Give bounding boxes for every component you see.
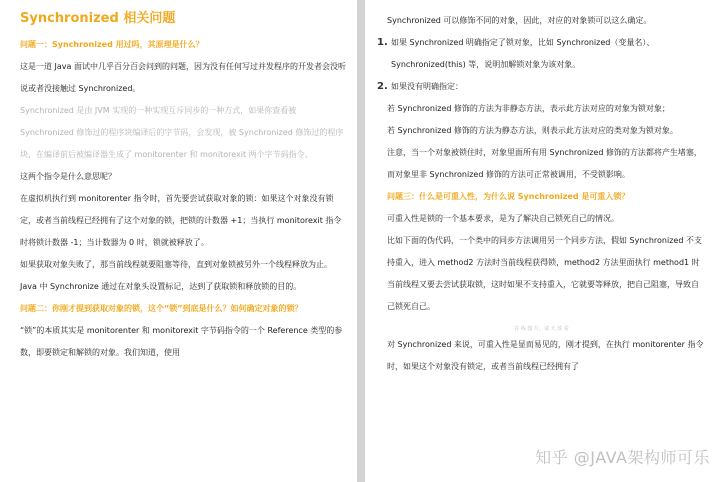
question-three: 问题三：什么是可重入性，为什么说 Synchronized 是可重入锁？ (387, 192, 630, 201)
paragraph: 这两个指令是什么意思呢？ (20, 172, 116, 181)
paragraph: 如果获取对象失败了，那当前线程就要阻塞等待，直到对象锁被另外一个线程释放为止。 (20, 260, 332, 269)
page-title: Synchronized 相关问题 (20, 11, 176, 26)
list-item-text: 如果没有明确指定： (391, 82, 463, 91)
paragraph: 可重入性是锁的一个基本要求，是为了解决自己锁死自己的情况。 (387, 214, 619, 223)
left-page (0, 0, 357, 482)
question-two: 问题二：你刚才提到获取对象的锁，这个“锁”到底是什么？如何确定对象的锁？ (20, 304, 303, 313)
question-one: 问题一：Synchronized 用过吗，其原理是什么？ (20, 40, 204, 49)
paragraph: 在虚拟机执行到 monitorenter 指令时，首先要尝试获取对象的锁：如果这个对象没有锁定，或者当前线程已经拥有了这个对象的锁，把锁的计数器 +1；当执行 monitorexit 指令时将锁计数器 -1；当计数器为 0 时，锁就被释放了。 (20, 194, 342, 247)
list-number: 2. (377, 81, 388, 92)
list-item (377, 76, 706, 98)
paragraph: Java 中 Synchronize 通过在对象头设置标记，达到了获取锁和释放锁的目的。 (20, 282, 302, 291)
paragraph-gray: Synchronized 是由 JVM 实现的一种实现互斥同步的一种方式，如果你查看被 Synchronized 修饰过的程序块编译后的字节码，会发现，被 Synchronized 修饰过的程序块，在编译前后被编译器生成了 monitorenter 和 monitorexit 两个字节码指令。 (20, 106, 344, 159)
page-divider (357, 0, 365, 482)
list-item (377, 32, 706, 76)
watermark: 知乎 @JAVA架构师可乐 (535, 448, 710, 467)
paragraph: “锁”的本质其实是 monitorenter 和 monitorexit 字节码指令的一个 Reference 类型的参数，即要锁定和解锁的对象。我们知道，使用 (20, 326, 343, 357)
list-item-text: 如果 Synchronized 明确指定了锁对象，比如 Synchronized（变量名）、Synchronized(this) 等，说明加解锁对象为该对象。 (391, 38, 655, 69)
paragraph: 比如下面的伪代码，一个类中的同步方法调用另一个同步方法，假如 Synchronized 不支持重入，进入 method2 方法时当前线程获得锁，method2 方法里面执行 method1 时当前线程又要去尝试获取锁，这时如果不支持重入，它就要等释放，把自己阻塞，导致自己锁死自己。 (387, 236, 702, 311)
paragraph: Synchronized 可以修饰不同的对象，因此，对应的对象锁可以这么确定。 (387, 16, 652, 25)
paragraph: 若 Synchronized 修饰的方法为静态方法，则表示此方法对应的类对象为锁对象。 (387, 126, 678, 135)
paragraph: 这是一道 Java 面试中几乎百分百会问到的问题，因为没有任何写过并发程序的开发者会没听说或者没接触过 Synchronized。 (20, 62, 346, 93)
list-number: 1. (377, 37, 388, 48)
paragraph: 若 Synchronized 修饰的方法为非静态方法，表示此方法对应的对象为锁对象； (387, 104, 670, 113)
image-caption: 在 线 图 片，请 大 放 看 (514, 326, 569, 332)
paragraph: 注意，当一个对象被锁住时，对象里面所有用 Synchronized 修饰的方法都将产生堵塞，而对象里非 Synchronized 修饰的方法可正常被调用，不受锁影响。 (387, 148, 702, 179)
paragraph: 对 Synchronized 来说，可重入性是显而易见的，刚才提到，在执行 monitorenter 指令时，如果这个对象没有锁定，或者当前线程已经拥有了 (387, 340, 704, 371)
right-page (365, 0, 720, 482)
